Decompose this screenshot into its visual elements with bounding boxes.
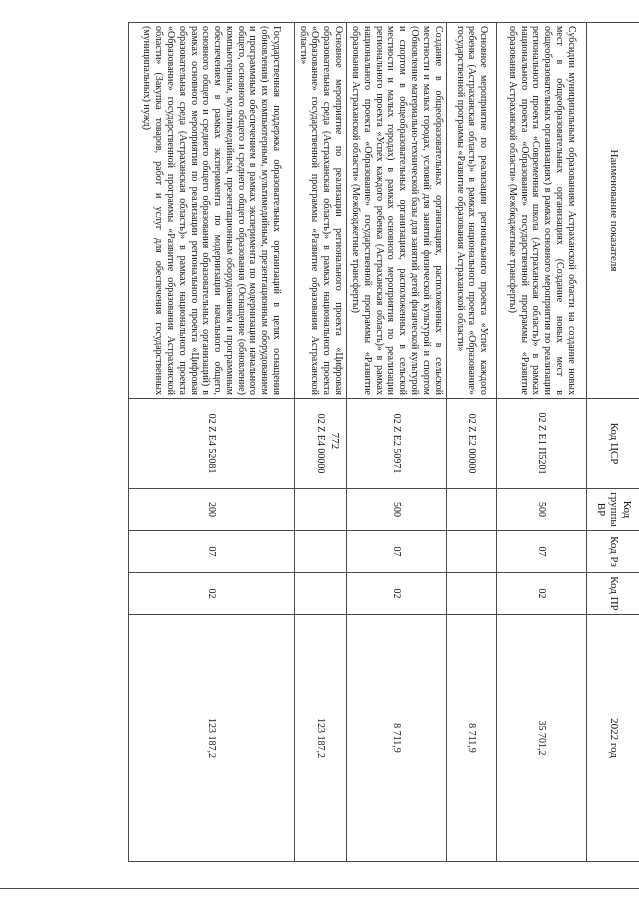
row-name: Субсидии муниципальным образованиям Астраханской области на создание новых мест в общеобразовательных организациях (Создание новых мест в общеобразовательных организациях) в рамках основного мероприятия по реализации регионального проекта «Современная школа (Астраханская область)» в рамках национального проекта «Образование» государственной программы «Развитие образования Астраханской области» (Межбюджетные трансферты) — [497, 23, 587, 399]
row-2022: 123 187,2 — [294, 615, 346, 862]
page-bottom-rule — [0, 888, 639, 889]
row-vr: 500 — [497, 489, 587, 531]
header-vr: Код группы ВР — [587, 489, 639, 531]
row-2022: 8 711,9 — [447, 615, 497, 862]
row-2022: 35 701,2 — [497, 615, 587, 862]
row-vr — [447, 489, 497, 531]
table-row — [294, 23, 346, 862]
row-csr: 02 Z E4 52081 — [128, 399, 294, 489]
row-pr — [294, 573, 346, 615]
row-name: Основное мероприятие по реализации регионального проекта «Успех каждого ребенка (Астраханская область)» в рамках национального проекта «Образование» государственной программы «Развитие образования Астраханской области» — [447, 23, 497, 399]
row-vr: 200 — [128, 489, 294, 531]
row-pr: 02 — [347, 573, 447, 615]
row-pr — [447, 573, 497, 615]
row-vr — [294, 489, 346, 531]
table-row — [497, 23, 587, 862]
row-name: Создание в общеобразовательных организациях, расположенных в сельской местности и малых городах, условий для занятий физической культурой и спортом (Обновление материально-технической базы для занятий детей физической культурой и спортом в общеобразовательных организациях, расположенных в сельской местности и малых городах) в рамках основного мероприятия по реализации регионального проекта «Успех каждого ребенка (Астраханская область)» в рамках национального проекта «Образование» государственной программы «Развитие образования Астраханской области» (Межбюджетные трансферты) — [347, 23, 447, 399]
row-csr: 02 Z E2 00000 — [447, 399, 497, 489]
header-name: Наименование показателя — [587, 23, 639, 399]
table-row — [347, 23, 447, 862]
row-csr: 02 Z E1 П5201 — [497, 399, 587, 489]
row-rz — [294, 531, 346, 573]
table-row — [128, 23, 294, 862]
page-number: 772 — [329, 432, 341, 450]
budget-table — [128, 22, 639, 862]
row-csr: 02 Z E2 50971 — [347, 399, 447, 489]
header-csr: Код ЦСР — [587, 399, 639, 489]
header-2022: 2022 год — [587, 615, 639, 862]
header-pr: Код ПР — [587, 573, 639, 615]
row-vr: 500 — [347, 489, 447, 531]
row-pr: 02 — [128, 573, 294, 615]
row-rz: 07 — [347, 531, 447, 573]
rotated-table-container — [131, 22, 639, 862]
row-rz: 07 — [128, 531, 294, 573]
row-name: Государственная поддержка образовательных организаций в целях оснащения (обновления) их компьютерным, мультимедийным, презентационным оборудованием и программным обеспечением в рамках эксперимента по модернизации начального общего, основного общего и среднего общего образования (Оснащение (обновление) компьютерным, мультимедийным, презентационным оборудованием и программным обеспечением в рамках эксперимента по модернизации начального общего, основного общего и среднего общего образования образовательных организаций) в рамках основного мероприятия по реализации регионального проекта «Цифровая образовательная среда (Астраханская область)» в рамках национального проекта «Образование» государственной программы «Развитие образования Астраханской области» (Закупка товаров, работ и услуг для обеспечения государственных (муниципальных) нужд) — [128, 23, 294, 399]
row-2022: 123 187,2 — [128, 615, 294, 862]
table-header-row — [587, 23, 639, 862]
row-2022: 8 711,9 — [347, 615, 447, 862]
row-rz — [447, 531, 497, 573]
row-rz: 07 — [497, 531, 587, 573]
header-rz: Код Рз — [587, 531, 639, 573]
row-pr: 02 — [497, 573, 587, 615]
table-row — [447, 23, 497, 862]
row-csr: 02 Z E4 00000 — [294, 399, 346, 489]
row-name: Основное мероприятие по реализации регионального проекта «Цифровая образовательная среда (Астраханская область)» в рамках национального проекта «Образование» государственной программы «Развитие образования Астраханской области» — [294, 23, 346, 399]
